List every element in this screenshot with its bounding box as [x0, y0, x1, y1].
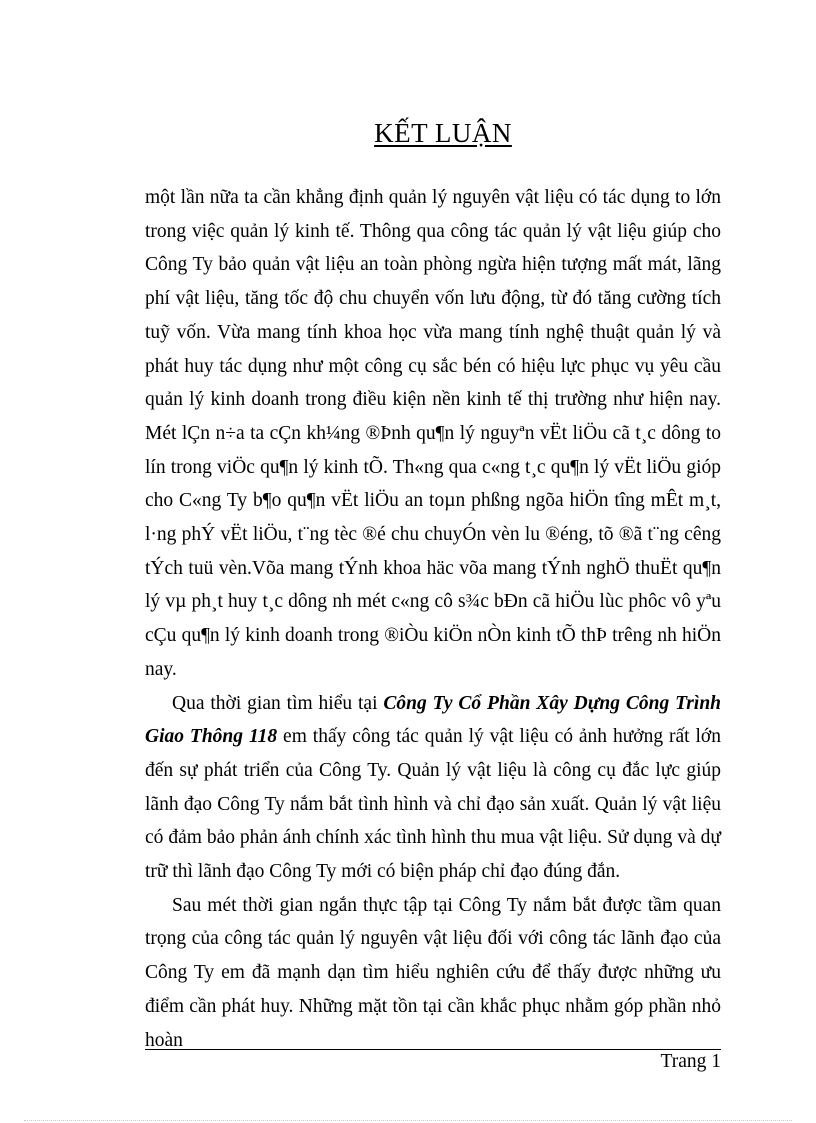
paragraph-conclusion-summary: một lần nữa ta cần khẳng định quản lý nguyên vật liệu có tác dụng to lớn trong việc quản lý kinh tế. Thông qua công tác quản lý vật liệu giúp cho Công Ty bảo quản vật liệu an toàn phòng ngừa hiện tượng mất mát, lãng phí vật liệu, tăng tốc độ chu chuyển vốn lưu động, từ đó tăng cường tích tuỹ vốn. Vừa mang tính khoa học vừa mang tính nghệ thuật quản lý và phát huy tác dụng như một công cụ sắc bén có hiệu lực phục vụ yêu cầu quản lý kinh doanh trong điều kiện nền kinh tế thị trường như hiện nay. Mét lÇn n÷a ta cÇn kh¼ng ®Þnh qu¶n lý nguyªn vËt liÖu cã t¸c dông to lín trong viÖc qu¶n lý kinh tÕ. Th«ng qua c«ng t¸c qu¶n lý vËt liÖu gióp cho C«ng Ty b¶o qu¶n vËt liÖu an toµn phßng ngõa hiÖn tîng mÊt m¸t, l·ng phÝ vËt liÖu, t¨ng tèc ®é chu chuyÓn vèn lu ®éng, tõ ®ã t¨ng cêng tÝch tuü vèn.Võa mang tÝnh khoa häc võa mang tÝnh nghÖ thuËt qu¶n lý vµ ph¸t huy t¸c dông nh mét c«ng cô s¾c bÐn cã hiÖu lùc phôc vô yªu cÇu qu¶n lý kinh doanh trong ®iÒu kiÖn nÒn kinh tÕ thÞ trêng nh hiÖn nay.	[145, 187, 721, 680]
paragraph-text: Qua thời gian tìm hiểu tại	[172, 692, 378, 714]
paragraph-internship: Sau mét thời gian ngắn thực tập tại Công Ty nắm bắt được tầm quan trọng của công tác quản lý nguyên vật liệu đối với công tác lãnh đạo của Công Ty em đã mạnh dạn tìm hiểu nghiên cứu để thấy được những ưu điểm cần phát huy. Những mặt tồn tại cần khắc phục nhằm góp phần nhỏ hoàn	[145, 894, 721, 1051]
paragraph-company-study	[145, 687, 721, 889]
page-title: KẾT LUẬN	[374, 118, 512, 149]
paragraph-text: em thấy công tác quản lý vật liệu có ảnh hưởng rất lớn đến sự phát triển của Công Ty. Quản lý vật liệu là công cụ đắc lực giúp lãnh đạo Công Ty nắm bắt tình hình và chỉ đạo sản xuất. Quản lý vật liệu có đảm bảo phản ánh chính xác tình hình thu mua vật liệu. Sử dụng và dự trữ thì lãnh đạo Công Ty mới có biện pháp chỉ đạo đúng đắn.	[145, 726, 721, 883]
company-name: Công Ty Cổ Phần Xây Dựng Công Trình Giao Thông 118	[145, 692, 722, 748]
document-body	[145, 181, 721, 1057]
page-edge-divider	[24, 1120, 792, 1121]
page-number: Trang 1	[660, 1051, 721, 1072]
footer-divider	[145, 1049, 721, 1050]
